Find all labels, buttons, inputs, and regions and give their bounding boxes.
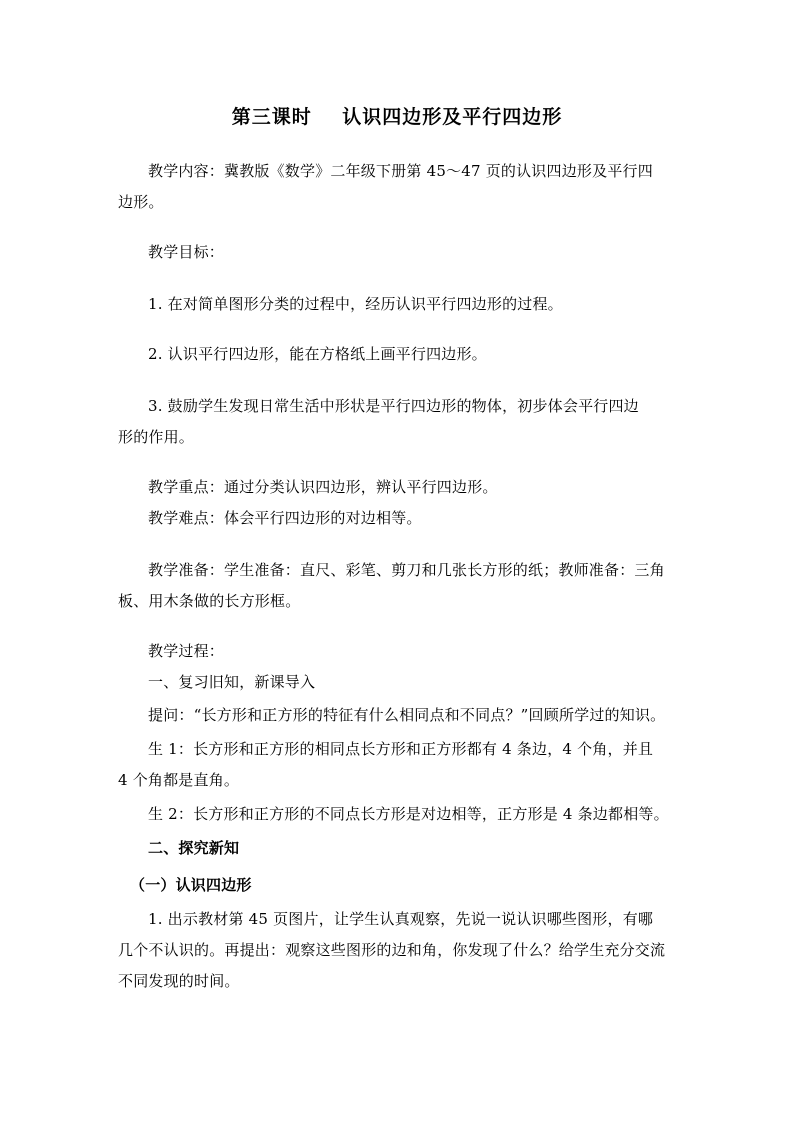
difficult-point: 教学难点：体会平行四边形的对边相等。 (148, 509, 422, 527)
goal-item-3-line-2: 形的作用。 (118, 428, 195, 446)
teaching-content-paragraph (118, 156, 684, 218)
student-1-answer-line-2: 4 个角都是直角。 (118, 771, 240, 789)
teaching-goals-heading: 教学目标： (148, 243, 225, 261)
step-1-line-2: 几个不认识的。再提出：观察这些图形的边和角，你发现了什么？给学生充分交流 (118, 941, 666, 959)
question-paragraph: 提问：“长方形和正方形的特征有什么相同点和不同点？”回顾所学过的知识。 (148, 706, 666, 724)
section-2-heading: 二、探究新知 (148, 839, 240, 857)
teaching-process-heading: 教学过程： (148, 642, 225, 660)
teaching-content-line-1: 教学内容：冀教版《数学》二年级下册第 45～47 页的认识四边形及平行四 (148, 162, 653, 180)
goal-item-2: 2. 认识平行四边形，能在方格纸上画平行四边形。 (148, 345, 487, 363)
step-1-line-1: 1. 出示教材第 45 页图片，让学生认真观察，先说一说认识哪些图形，有哪 (148, 910, 654, 928)
subsection-1-heading: （一）认识四边形 (130, 876, 252, 894)
goal-item-1: 1. 在对简单图形分类的过程中，经历认识平行四边形的过程。 (148, 295, 563, 313)
teaching-preparation (118, 555, 684, 617)
step-1-line-3: 不同发现的时间。 (118, 972, 240, 990)
key-point: 教学重点：通过分类认识四边形，辨认平行四边形。 (148, 478, 498, 496)
step-1-paragraph (118, 904, 684, 997)
section-1-heading: 一、复习旧知，新课导入 (148, 673, 316, 691)
teaching-preparation-line-1: 教学准备：学生准备：直尺、彩笔、剪刀和几张长方形的纸；教师准备：三角 (148, 561, 665, 579)
page-title: 第三课时 认识四边形及平行四边形 (231, 106, 563, 128)
student-2-answer: 生 2：长方形和正方形的不同点长方形是对边相等，正方形是 4 条边都相等。 (148, 805, 669, 823)
goal-item-3 (118, 391, 684, 453)
goal-item-3-line-1: 3. 鼓励学生发现日常生活中形状是平行四边形的物体，初步体会平行四边 (148, 397, 639, 415)
student-1-answer-line-1: 生 1：长方形和正方形的相同点长方形和正方形都有 4 条边，4 个角，并且 (148, 740, 654, 758)
student-1-answer (118, 734, 684, 796)
teaching-preparation-line-2: 板、用木条做的长方形框。 (118, 592, 301, 610)
teaching-content-line-2: 边形。 (118, 193, 164, 211)
